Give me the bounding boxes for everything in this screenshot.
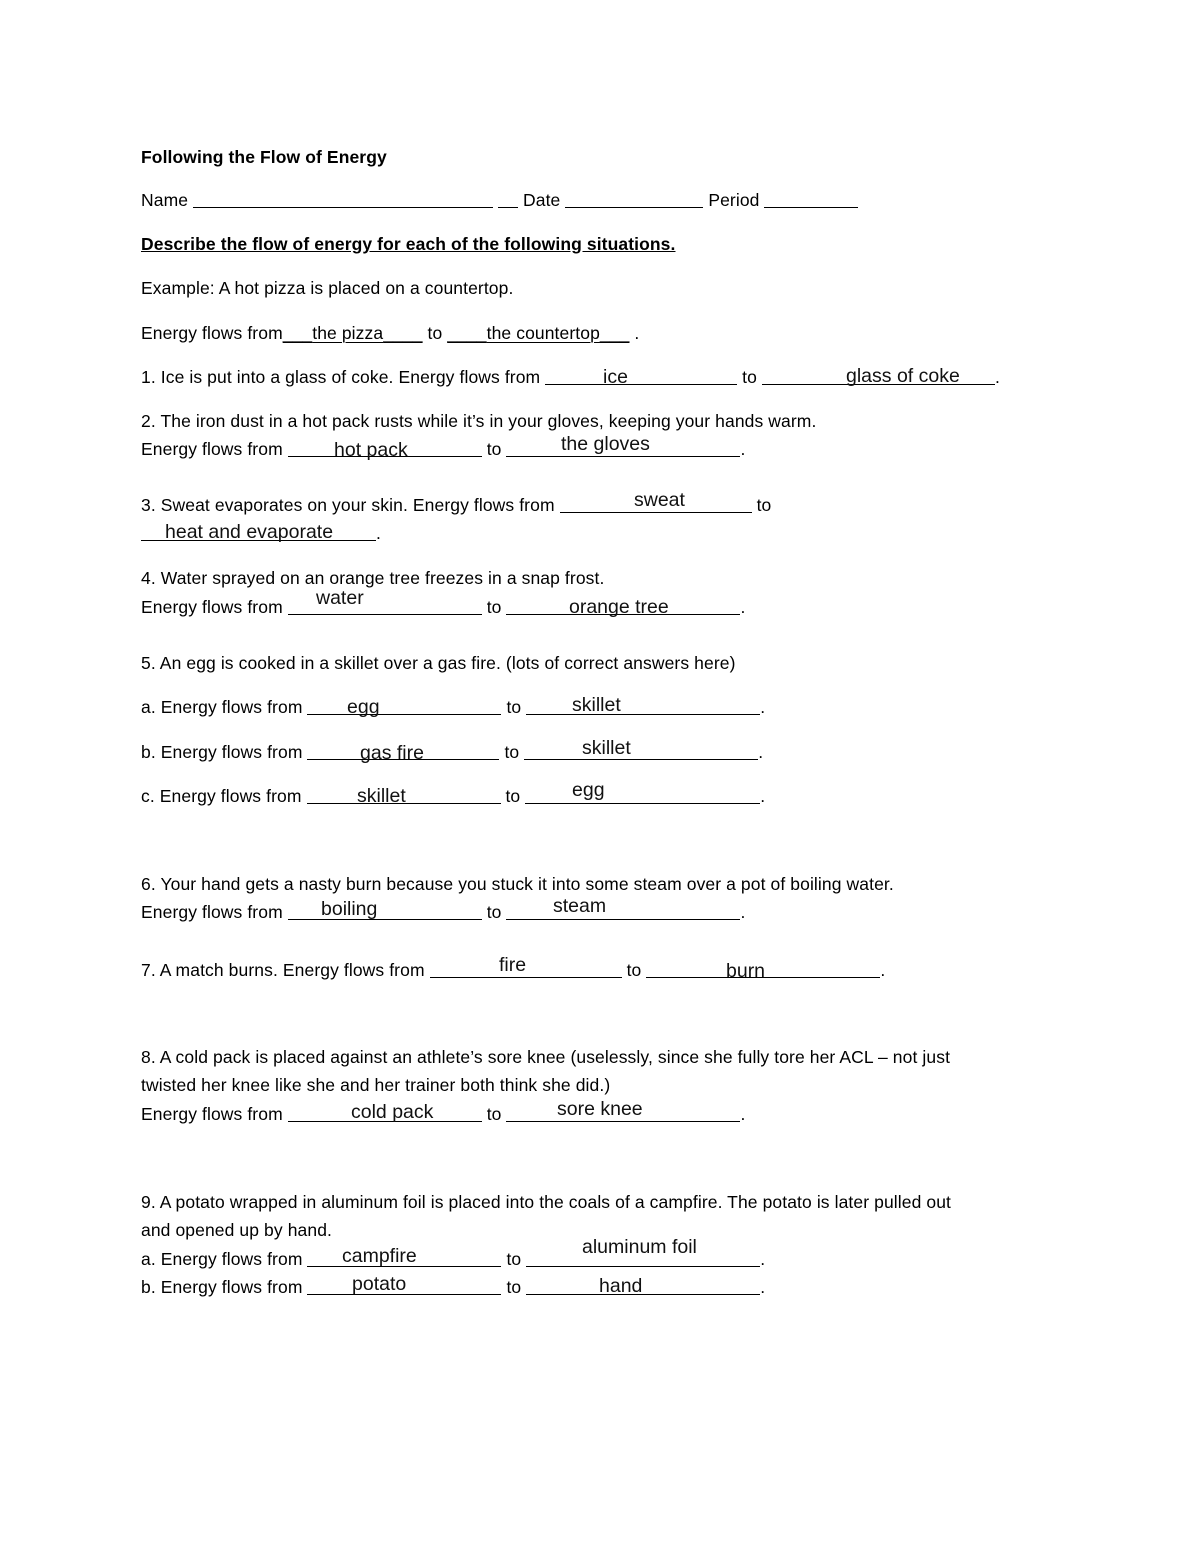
q3-to-answer: heat and evaporate	[165, 521, 334, 543]
question-8-answer-row: Energy flows from to .	[141, 1104, 746, 1124]
example-lead: Energy flows from	[141, 323, 283, 343]
q5-text: 5. An egg is cooked in a skillet over a gas fire. (lots of correct answers here)	[141, 653, 736, 673]
question-9a-row: a. Energy flows from to .	[141, 1249, 766, 1269]
q6-to-answer: steam	[553, 895, 607, 917]
example-prompt: Example: A hot pizza is placed on a countertop.	[141, 278, 514, 298]
q3-from-answer: sweat	[634, 489, 685, 511]
question-5b-row: b. Energy flows from to .	[141, 742, 764, 762]
example-from: ​___the pizza____	[282, 323, 423, 343]
q5b-from-answer: gas fire	[360, 742, 424, 764]
question-5c-row: c. Energy flows from to .	[141, 786, 766, 806]
q2-from-answer: hot pack	[334, 439, 408, 461]
example-to: ____the countertop___	[447, 323, 630, 343]
q5c-to-answer: egg	[572, 779, 605, 801]
q5b-to-answer: skillet	[582, 737, 631, 759]
worksheet-title: Following the Flow of Energy	[141, 147, 387, 167]
q9-text-line2: and opened up by hand.	[141, 1220, 332, 1240]
example-to-word: to	[427, 323, 443, 343]
name-field-extra	[498, 190, 518, 208]
name-field[interactable]	[193, 190, 493, 208]
q9a-to-answer: aluminum foil	[582, 1236, 697, 1258]
q1-to-answer: glass of coke	[846, 365, 960, 387]
q2-to-answer: the gloves	[561, 433, 650, 455]
question-7: 7. A match burns. Energy flows from to .	[141, 960, 886, 980]
q5b-to-field[interactable]	[524, 742, 758, 760]
example-end: .	[634, 323, 640, 343]
q8-text-line1: 8. A cold pack is placed against an athlete’s sore knee (uselessly, since she fully tore her ACL – not just	[141, 1047, 951, 1067]
header-row	[141, 189, 858, 211]
q9b-from-answer: potato	[352, 1273, 407, 1295]
question-3-continued: .	[141, 522, 381, 544]
q5a-from-field[interactable]	[307, 696, 501, 718]
q6-to-field[interactable]	[506, 902, 740, 920]
period-label: Period	[708, 190, 760, 210]
date-label: Date	[523, 190, 561, 210]
q4-from-answer: water	[316, 587, 364, 609]
q4-to-answer: orange tree	[569, 596, 669, 618]
q6-from-answer: boiling	[321, 898, 378, 920]
question-2-answer-row: Energy flows from to .	[141, 439, 746, 459]
q9-text-line1: 9. A potato wrapped in aluminum foil is placed into the coals of a campfire. The potato is later pulled out	[141, 1192, 952, 1212]
q9b-to-answer: hand	[599, 1275, 643, 1297]
q5c-from-answer: skillet	[357, 785, 406, 807]
question-1: 1. Ice is put into a glass of coke. Energy flows from to .	[141, 367, 1000, 387]
q1-to-word: to	[742, 367, 757, 387]
date-field[interactable]	[565, 190, 703, 208]
question-5a-row: a. Energy flows from to .	[141, 697, 766, 717]
q6-text: 6. Your hand gets a nasty burn because you stuck it into some steam over a pot of boiling water.	[141, 874, 894, 894]
name-label: Name	[141, 190, 189, 210]
question-6-answer-row: Energy flows from to .	[141, 902, 746, 922]
q4-text: 4. Water sprayed on an orange tree freezes in a snap frost.	[141, 568, 605, 588]
q8-from-answer: cold pack	[351, 1101, 434, 1123]
q8-to-answer: sore knee	[557, 1098, 643, 1120]
q1-from-answer: ice	[603, 366, 628, 388]
q5c-to-field[interactable]	[525, 786, 760, 804]
q7-text: 7. A match burns. Energy flows from	[141, 960, 425, 980]
q2-text: 2. The iron dust in a hot pack rusts while it’s in your gloves, keeping your hands warm.	[141, 411, 817, 431]
q3-text: 3. Sweat evaporates on your skin. Energy flows from	[141, 495, 555, 515]
q1-from-field[interactable]	[545, 366, 737, 388]
q9b-to-field[interactable]	[526, 1277, 760, 1295]
question-9b-row: b. Energy flows from to .	[141, 1277, 766, 1297]
q6-from-field[interactable]	[288, 902, 482, 920]
question-3: 3. Sweat evaporates on your skin. Energy flows from to	[141, 495, 772, 515]
q1-text: 1. Ice is put into a glass of coke. Energy flows from	[141, 367, 541, 387]
question-4-answer-row: Energy flows from to .	[141, 597, 746, 617]
q5a-to-field[interactable]	[526, 694, 760, 716]
q5a-from-answer: egg	[347, 696, 380, 718]
instructions: Describe the flow of energy for each of the following situations.	[141, 234, 676, 254]
period-field[interactable]	[764, 190, 858, 208]
example-answer-row	[141, 322, 639, 344]
q9a-from-answer: campfire	[342, 1245, 417, 1267]
q5a-to-answer: skillet	[572, 694, 621, 716]
q7-to-answer: burn	[726, 960, 766, 982]
q7-from-answer: fire	[499, 954, 527, 976]
q8-text-line2: twisted her knee like she and her trainer both think she did.)	[141, 1075, 611, 1095]
